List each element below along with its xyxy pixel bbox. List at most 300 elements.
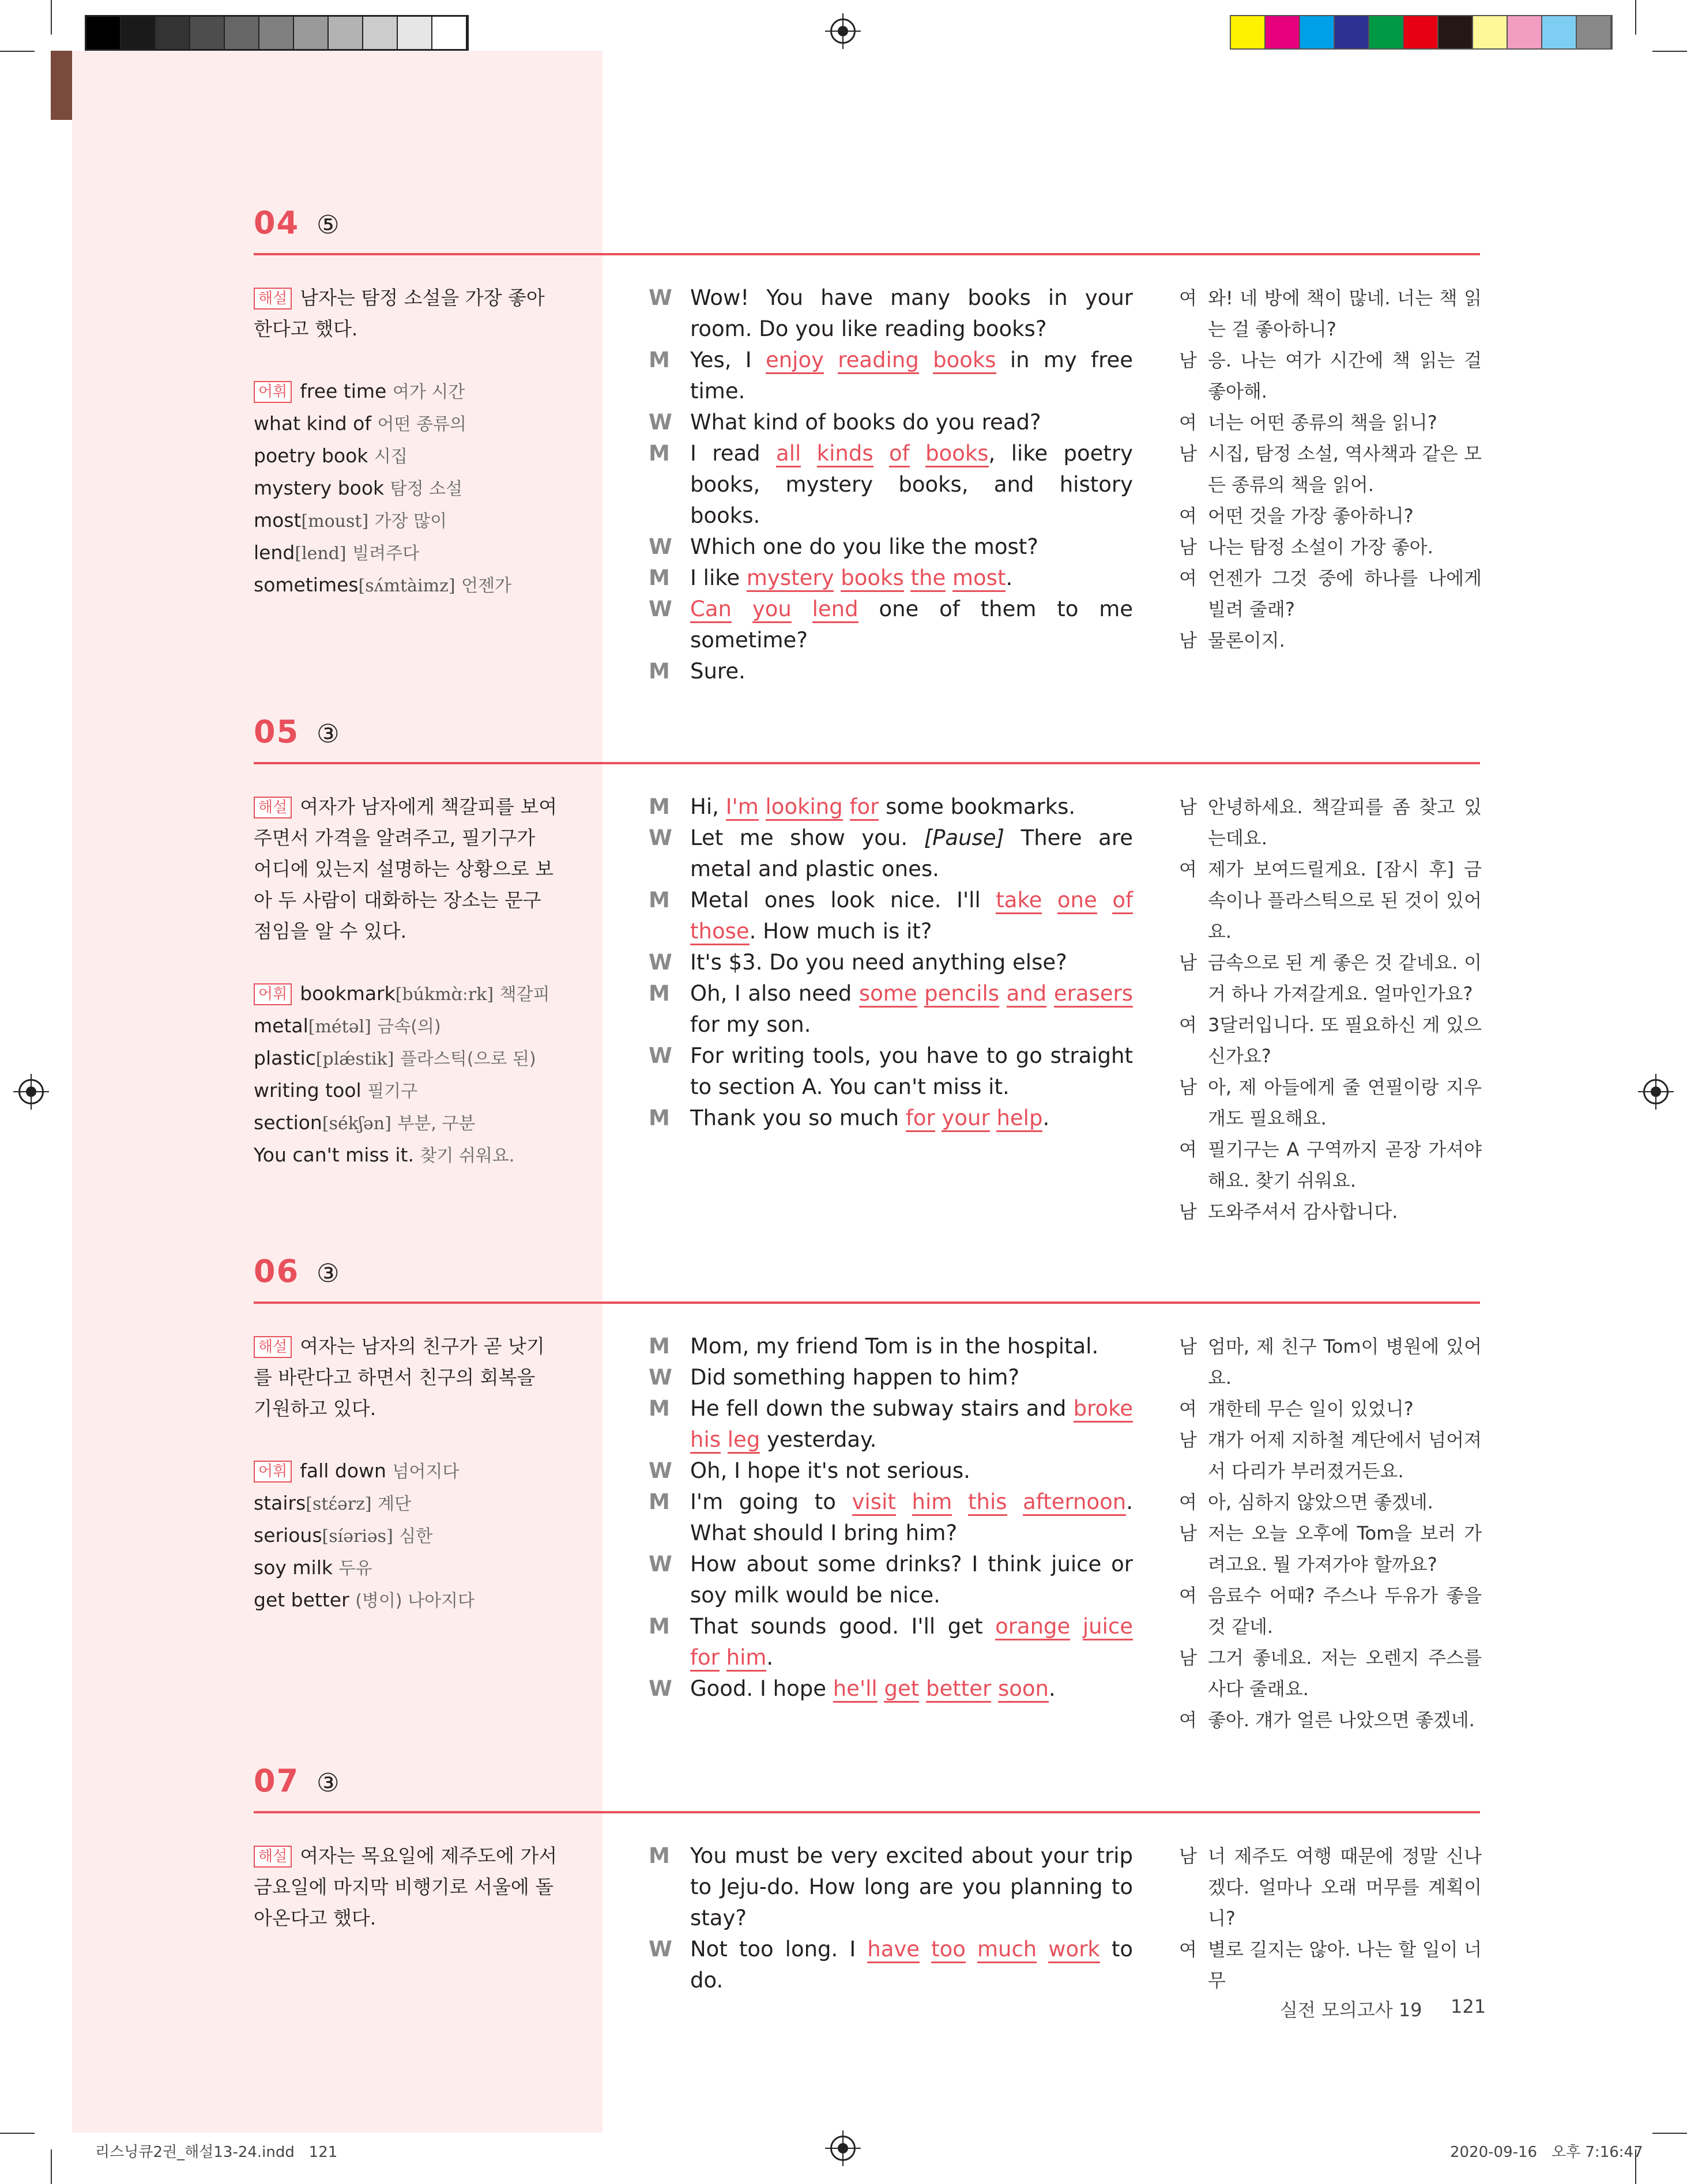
dialogue-text: Wow! You have many books in your room. Do you like reading books? <box>690 285 1133 341</box>
dialogue-line <box>649 1487 1133 1549</box>
dialogue-line <box>649 1393 1133 1455</box>
speaker-label-ko: 남 <box>1179 349 1197 371</box>
speaker-label: W <box>649 1458 672 1483</box>
dialogue-text: How about some drinks? I think juice or soy milk would be nice. <box>690 1552 1133 1608</box>
grayscale-swatch <box>398 17 432 49</box>
speaker-label: M <box>649 1106 670 1130</box>
vocab-meaning: (병이) 나아지다 <box>355 1591 475 1611</box>
speaker-label: W <box>649 1937 672 1962</box>
dialogue-text: You must be very excited about your trip to Jeju-do. How long are you planning to stay? <box>690 1843 1133 1930</box>
vocab-word: writing tool <box>254 1079 362 1102</box>
blank-answer: soon <box>998 1676 1049 1703</box>
dialogue-text: Let me show you. [Pause] There are metal and plastic ones. <box>690 825 1133 881</box>
dialogue-text: Not too long. I have too much work to do. <box>690 1937 1134 1993</box>
speaker-label-ko: 여 <box>1179 1398 1197 1420</box>
vocabulary-tag: 어휘 <box>254 1461 292 1483</box>
speaker-label: W <box>649 285 672 310</box>
translation-line <box>1179 1487 1482 1518</box>
dialogue-line <box>649 1549 1133 1611</box>
question-header <box>254 714 340 750</box>
vocab-meaning: 빌려주다 <box>352 544 420 564</box>
speaker-label: M <box>649 888 670 912</box>
speaker-label: M <box>649 981 670 1006</box>
blank-answer: work <box>1048 1937 1100 1963</box>
translation-text: 좋아. 걔가 얼른 나았으면 좋겠네. <box>1208 1709 1475 1731</box>
vocab-pronunciation: [lend] <box>295 544 347 564</box>
speaker-label: M <box>649 565 670 590</box>
speaker-label-ko: 여 <box>1179 1138 1197 1160</box>
print-slug-file: 리스닝큐2권_해설13-24.indd 121 <box>95 2144 338 2161</box>
translation-line <box>1179 1704 1482 1736</box>
dialogue-line <box>649 345 1133 407</box>
speaker-label-ko: 여 <box>1179 412 1197 433</box>
grayscale-swatch <box>121 17 156 49</box>
translation-line <box>1179 1580 1482 1642</box>
translation-line <box>1179 1934 1482 1996</box>
dialogue-line <box>649 1331 1133 1362</box>
translation-line <box>1179 563 1482 625</box>
dialogue-line <box>649 656 1133 687</box>
section-rule <box>254 1811 1480 1813</box>
speaker-label: M <box>649 794 670 819</box>
question-number: 06 <box>254 1253 300 1289</box>
vocab-pronunciation: [métəl] <box>308 1017 371 1037</box>
vocab-word: serious <box>254 1524 322 1546</box>
blank-answer: pencils <box>924 981 999 1008</box>
translation-text: 응. 나는 여가 시간에 책 읽는 걸 좋아해. <box>1208 349 1482 402</box>
dialogue-line <box>649 1040 1133 1103</box>
section-rule <box>254 762 1480 764</box>
vocab-item <box>254 1107 559 1140</box>
translation-text: 안녕하세요. 책갈피를 좀 찾고 있는데요. <box>1208 796 1482 849</box>
dialogue-text: For writing tools, you have to go straight to section A. You can't miss it. <box>690 1043 1133 1099</box>
translation-text: 너는 어떤 종류의 책을 읽니? <box>1208 412 1437 433</box>
question-header <box>254 205 340 241</box>
translation-line <box>1179 282 1482 345</box>
blank-answer: books <box>841 565 903 592</box>
translation-text: 엄마, 제 친구 Tom이 병원에 있어요. <box>1208 1336 1482 1389</box>
vocab-meaning: 두유 <box>338 1559 372 1579</box>
grayscale-swatch <box>294 17 329 49</box>
color-swatch <box>1508 16 1542 48</box>
explanation-column <box>254 1840 559 1934</box>
translation-text: 필기구는 A 구역까지 곧장 가셔야 해요. 찾기 쉬워요. <box>1208 1138 1482 1191</box>
vocab-word: plastic <box>254 1047 316 1069</box>
blank-answer: you <box>752 597 792 623</box>
vocab-meaning: 부분, 구분 <box>397 1114 476 1134</box>
grayscale-swatch <box>363 17 398 49</box>
blank-answer: better <box>926 1676 991 1703</box>
dialogue-text: Hi, I'm looking for some bookmarks. <box>690 791 1133 823</box>
blank-answer: broke <box>1074 1396 1133 1423</box>
vocab-pronunciation: [stɛ́ərz] <box>306 1494 372 1514</box>
speaker-label: M <box>649 1334 670 1359</box>
vocab-pronunciation: [moust] <box>301 511 369 531</box>
explanation-column <box>254 1331 559 1617</box>
speaker-label-ko: 남 <box>1179 629 1197 651</box>
translation-line <box>1179 1840 1482 1934</box>
vocab-item <box>254 473 559 505</box>
translation-line <box>1179 1642 1482 1704</box>
dialogue-line <box>649 531 1133 563</box>
blank-answer: his <box>690 1427 721 1454</box>
blank-answer: juice <box>1083 1614 1133 1640</box>
color-swatch <box>1577 16 1611 48</box>
speaker-label-ko: 남 <box>1179 536 1197 558</box>
speaker-label-ko: 남 <box>1179 1647 1197 1669</box>
translation-line <box>1179 854 1482 947</box>
translation-text: 물론이지. <box>1208 629 1285 651</box>
explanation-tag: 해설 <box>254 1846 292 1868</box>
vocab-item <box>254 978 559 1010</box>
vocab-meaning: 가장 많이 <box>374 511 447 531</box>
color-swatch <box>1335 16 1369 48</box>
blank-answer: afternoon <box>1023 1489 1126 1516</box>
dialogue-text: Oh, I hope it's not serious. <box>690 1458 970 1483</box>
vocabulary-tag: 어휘 <box>254 381 292 403</box>
registration-mark-icon <box>18 1079 44 1104</box>
blank-answer: the <box>910 565 946 592</box>
speaker-label-ko: 여 <box>1179 1014 1197 1036</box>
translation-line <box>1179 1009 1482 1072</box>
dialogue-text: Sure. <box>690 659 745 684</box>
dialogue-text: That sounds good. I'll get orange juice for him. <box>690 1611 1133 1673</box>
registration-mark-icon <box>830 18 856 44</box>
vocab-item <box>254 1455 559 1488</box>
explanation-tag: 해설 <box>254 797 292 818</box>
vocab-meaning: 심한 <box>399 1526 433 1546</box>
question-header <box>254 1253 340 1289</box>
blank-answer: leg <box>728 1427 760 1454</box>
dialogue-text: It's $3. Do you need anything else? <box>690 950 1067 975</box>
blank-answer: too <box>931 1937 966 1963</box>
translation-text: 와! 네 방에 책이 많네. 너는 책 읽는 걸 좋아하니? <box>1208 287 1482 340</box>
vocab-word: You can't miss it. <box>254 1144 414 1166</box>
speaker-label-ko: 남 <box>1179 1201 1197 1223</box>
explanation <box>254 1840 559 1934</box>
print-slug-date: 2020-09-16 오후 7:16:47 <box>1450 2144 1643 2161</box>
explanation-text: 여자는 목요일에 제주도에 가서 금요일에 마지막 비행기로 서울에 돌아온다고 했다. <box>254 1844 558 1929</box>
question-number: 05 <box>254 714 300 750</box>
explanation-tag: 해설 <box>254 1336 292 1358</box>
vocab-pronunciation: [síəriəs] <box>322 1526 393 1546</box>
dialogue-line <box>649 438 1133 531</box>
question-number: 07 <box>254 1763 300 1799</box>
speaker-label-ko: 남 <box>1179 443 1197 465</box>
translation-text: 걔가 어제 지하철 계단에서 넘어져서 다리가 부러졌거든요. <box>1208 1429 1482 1482</box>
speaker-label-ko: 남 <box>1179 796 1197 818</box>
dialogue-text: Good. I hope he'll get better soon. <box>690 1673 1133 1704</box>
dialogue-text: Can you lend one of them to me sometime? <box>690 597 1134 652</box>
vocab-item <box>254 537 559 569</box>
dialogue-column <box>649 282 1133 687</box>
translation-line <box>1179 791 1482 854</box>
vocab-word: get better <box>254 1589 349 1611</box>
dialogue-text: Thank you so much for your help. <box>690 1103 1133 1134</box>
speaker-label: W <box>649 1043 672 1068</box>
translation-line <box>1179 438 1482 500</box>
translation-column <box>1179 1331 1482 1736</box>
vocab-word: most <box>254 509 302 531</box>
vocab-meaning: 언젠가 <box>461 576 512 596</box>
translation-text: 음료수 어때? 주스나 두유가 좋을 것 같네. <box>1208 1585 1482 1638</box>
translation-text: 아, 심하지 않았으면 좋겠네. <box>1208 1491 1433 1513</box>
blank-answer: kinds <box>817 441 873 467</box>
speaker-label-ko: 여 <box>1179 858 1197 880</box>
translation-column <box>1179 791 1482 1227</box>
blank-answer: of <box>1112 888 1133 914</box>
speaker-label-ko: 여 <box>1179 1709 1197 1731</box>
speaker-label: W <box>649 1676 672 1701</box>
section-rule <box>254 1302 1480 1304</box>
speaker-label-ko: 남 <box>1179 1336 1197 1357</box>
speaker-label: W <box>649 950 672 975</box>
crop-mark <box>0 51 35 52</box>
translation-text: 어떤 것을 가장 좋아하니? <box>1208 505 1414 527</box>
blank-answer: of <box>889 441 910 467</box>
speaker-label: M <box>649 1489 670 1514</box>
registration-mark-icon <box>1643 1079 1669 1104</box>
speaker-label-ko: 여 <box>1179 1585 1197 1606</box>
explanation-text: 여자가 남자에게 책갈피를 보여주면서 가격을 알려주고, 필기구가 어디에 있는지 설명하는 상황으로 보아 두 사람이 대화하는 장소는 문구점임을 알 수 있다. <box>254 795 558 942</box>
translation-line <box>1179 1424 1482 1487</box>
vocab-item <box>254 569 559 602</box>
color-swatch <box>1266 16 1300 48</box>
dialogue-text: I read all kinds of books, like poetry books, mystery books, and history books. <box>690 441 1134 528</box>
vocab-item <box>254 408 559 440</box>
dialogue-line <box>649 1611 1133 1673</box>
translation-text: 걔한테 무슨 일이 있었니? <box>1208 1398 1414 1420</box>
vocab-meaning: 계단 <box>378 1494 412 1514</box>
vocab-pronunciation: [sékʃən] <box>322 1114 391 1134</box>
section-rule <box>254 253 1480 255</box>
blank-answer: he'll <box>833 1676 878 1703</box>
speaker-label-ko: 남 <box>1179 1522 1197 1544</box>
translation-column <box>1179 1840 1482 1996</box>
color-swatch <box>1473 16 1508 48</box>
dialogue-line <box>649 1840 1133 1934</box>
crop-mark <box>51 2149 52 2184</box>
dialogue-text: What kind of books do you read? <box>690 410 1041 435</box>
blank-answer: take <box>996 888 1042 914</box>
translation-line <box>1179 345 1482 407</box>
translation-text: 저는 오늘 오후에 Tom을 보러 가려고요. 뭘 가져가야 할까요? <box>1208 1522 1482 1575</box>
speaker-label: M <box>649 1396 670 1421</box>
speaker-label-ko: 여 <box>1179 567 1197 589</box>
blank-answer: all <box>776 441 801 467</box>
grayscale-swatch <box>86 17 121 49</box>
dialogue-line <box>649 407 1133 438</box>
dialogue-text: Yes, I enjoy reading books in my free time. <box>690 348 1134 403</box>
blank-answer: those <box>690 919 750 945</box>
dialogue-text: Which one do you like the most? <box>690 534 1038 559</box>
dialogue-text: He fell down the subway stairs and broke his leg yesterday. <box>690 1393 1133 1455</box>
vocab-item <box>254 1552 559 1585</box>
translation-text: 3달러입니다. 또 필요하신 게 있으신가요? <box>1208 1014 1482 1067</box>
vocab-word: poetry book <box>254 444 368 467</box>
vocab-item <box>254 1075 559 1107</box>
grayscale-swatch <box>156 17 190 49</box>
vocab-word: stairs <box>254 1492 306 1514</box>
question-number: 04 <box>254 205 300 241</box>
color-swatch <box>1404 16 1439 48</box>
vocab-meaning: 금속(의) <box>377 1017 441 1037</box>
speaker-label: W <box>649 534 672 559</box>
blank-answer: this <box>968 1489 1007 1516</box>
footer-source: 실전 모의고사 19 <box>1280 1999 1422 2021</box>
vocab-item <box>254 1585 559 1617</box>
grayscale-swatch <box>190 17 225 49</box>
vocab-word: what kind of <box>254 412 371 435</box>
dialogue-column <box>649 1840 1133 1996</box>
blank-answer: get <box>884 1676 919 1703</box>
dialogue-text: Mom, my friend Tom is in the hospital. <box>690 1334 1099 1359</box>
blank-answer: books <box>925 441 988 467</box>
translation-line <box>1179 1072 1482 1134</box>
explanation-tag: 해설 <box>254 288 292 310</box>
vocab-pronunciation: [sʌ́mtàimz] <box>358 576 455 596</box>
vocab-item <box>254 1140 559 1172</box>
translation-line <box>1179 531 1482 563</box>
blank-answer: for <box>906 1106 935 1132</box>
dialogue-text: I like mystery books the most. <box>690 563 1133 594</box>
blank-answer: him <box>912 1489 952 1516</box>
dialogue-line <box>649 1455 1133 1487</box>
crop-mark <box>1652 51 1687 52</box>
vocab-meaning: 여가 시간 <box>392 382 465 402</box>
vocab-meaning: 책갈피 <box>499 985 550 1005</box>
speaker-label: M <box>649 441 670 466</box>
translation-line <box>1179 947 1482 1009</box>
vocab-word: lend <box>254 541 295 564</box>
blank-answer: some <box>859 981 917 1008</box>
dialogue-line <box>649 1362 1133 1393</box>
color-swatch <box>1369 16 1404 48</box>
explanation <box>254 282 559 345</box>
dialogue-text: Did something happen to him? <box>690 1365 1020 1390</box>
speaker-label-ko: 여 <box>1179 505 1197 527</box>
blank-answer: most <box>952 565 1006 592</box>
explanation <box>254 1331 559 1424</box>
vocabulary-tag: 어휘 <box>254 983 292 1005</box>
translation-text: 언젠가 그것 중에 하나를 나에게 빌려 줄래? <box>1208 567 1482 620</box>
blank-answer: looking <box>766 794 843 821</box>
speaker-label: M <box>649 659 670 684</box>
translation-line <box>1179 625 1482 656</box>
color-swatch <box>1439 16 1473 48</box>
vocab-word: mystery book <box>254 477 385 499</box>
vocab-item <box>254 1488 559 1520</box>
crop-mark <box>0 2133 35 2134</box>
speaker-label: W <box>649 410 672 435</box>
vocab-item <box>254 1520 559 1552</box>
page-tab <box>51 51 72 120</box>
vocab-word: soy milk <box>254 1556 333 1579</box>
dialogue-line <box>649 1934 1133 1996</box>
dialogue-column <box>649 791 1133 1134</box>
vocab-meaning: 탐정 소설 <box>390 479 463 499</box>
blank-answer: help <box>996 1106 1042 1132</box>
blank-answer: books <box>933 348 996 374</box>
vocabulary-list <box>254 1455 559 1617</box>
vocab-meaning: 찾기 쉬워요. <box>420 1146 515 1166</box>
blank-answer: one <box>1057 888 1097 914</box>
vocab-word: sometimes <box>254 574 359 596</box>
blank-answer: have <box>867 1937 920 1963</box>
blank-answer: reading <box>838 348 919 374</box>
vocab-item <box>254 505 559 537</box>
speaker-label: M <box>649 1843 670 1868</box>
vocab-pronunciation: [búkmɑ̀ːrk] <box>395 985 494 1005</box>
speaker-label-ko: 여 <box>1179 287 1197 309</box>
translation-line <box>1179 407 1482 438</box>
speaker-label: W <box>649 825 672 850</box>
speaker-label-ko: 여 <box>1179 1491 1197 1513</box>
speaker-label: W <box>649 1365 672 1390</box>
translation-text: 제가 보여드릴게요. [잠시 후] 금속이나 플라스틱으로 된 것이 있어요. <box>1208 858 1482 942</box>
explanation <box>254 791 559 947</box>
dialogue-column <box>649 1331 1133 1704</box>
color-swatch <box>1300 16 1335 48</box>
speaker-label: M <box>649 1614 670 1639</box>
speaker-label-ko: 남 <box>1179 1076 1197 1098</box>
blank-answer: your <box>942 1106 989 1132</box>
blank-answer: and <box>1007 981 1047 1008</box>
vocab-item <box>254 376 559 408</box>
grayscale-swatch <box>259 17 294 49</box>
vocab-pronunciation: [plǽstik] <box>315 1049 394 1069</box>
answer-choice: ③ <box>317 1259 340 1288</box>
blank-answer: erasers <box>1054 981 1133 1008</box>
blank-answer: much <box>977 1937 1037 1963</box>
vocabulary-list <box>254 376 559 602</box>
dialogue-line <box>649 947 1133 978</box>
dialogue-text: Oh, I also need some pencils and erasers for my son. <box>690 981 1134 1037</box>
answer-choice: ③ <box>317 719 340 749</box>
speaker-label-ko: 여 <box>1179 1938 1197 1960</box>
vocab-meaning: 넘어지다 <box>392 1462 460 1482</box>
speaker-label-ko: 남 <box>1179 1429 1197 1451</box>
crop-mark <box>51 0 52 35</box>
translation-text: 별로 길지는 않아. 나는 할 일이 너무 <box>1208 1938 1482 1991</box>
vocab-word: free time <box>300 380 387 402</box>
answer-choice: ⑤ <box>317 210 340 240</box>
registration-mark-icon <box>830 2136 856 2161</box>
dialogue-line <box>649 823 1133 885</box>
translation-text: 아, 제 아들에게 줄 연필이랑 지우개도 필요해요. <box>1208 1076 1482 1129</box>
blank-answer: orange <box>995 1614 1070 1640</box>
speaker-label: W <box>649 1552 672 1576</box>
color-swatch <box>1231 16 1266 48</box>
translation-text: 너 제주도 여행 때문에 정말 신나겠다. 얼마나 오래 머무를 계획이니? <box>1208 1845 1482 1929</box>
blank-answer: Can <box>690 597 732 623</box>
translation-text: 시집, 탐정 소설, 역사책과 같은 모든 종류의 책을 읽어. <box>1208 443 1482 496</box>
translation-text: 나는 탐정 소설이 가장 좋아. <box>1208 536 1433 558</box>
vocab-meaning: 어떤 종류의 <box>377 414 466 435</box>
speaker-label-ko: 남 <box>1179 1845 1197 1867</box>
dialogue-line <box>649 978 1133 1040</box>
vocab-item <box>254 1010 559 1043</box>
vocab-word: fall down <box>300 1459 386 1482</box>
vocab-meaning: 플라스틱(으로 된) <box>400 1049 536 1069</box>
translation-line <box>1179 1331 1482 1393</box>
vocab-word: section <box>254 1111 322 1134</box>
vocab-word: bookmark <box>300 982 396 1005</box>
question-header <box>254 1763 340 1799</box>
translation-text: 도와주셔서 감사합니다. <box>1208 1201 1398 1223</box>
grayscale-swatch <box>225 17 259 49</box>
blank-answer: lend <box>812 597 858 623</box>
